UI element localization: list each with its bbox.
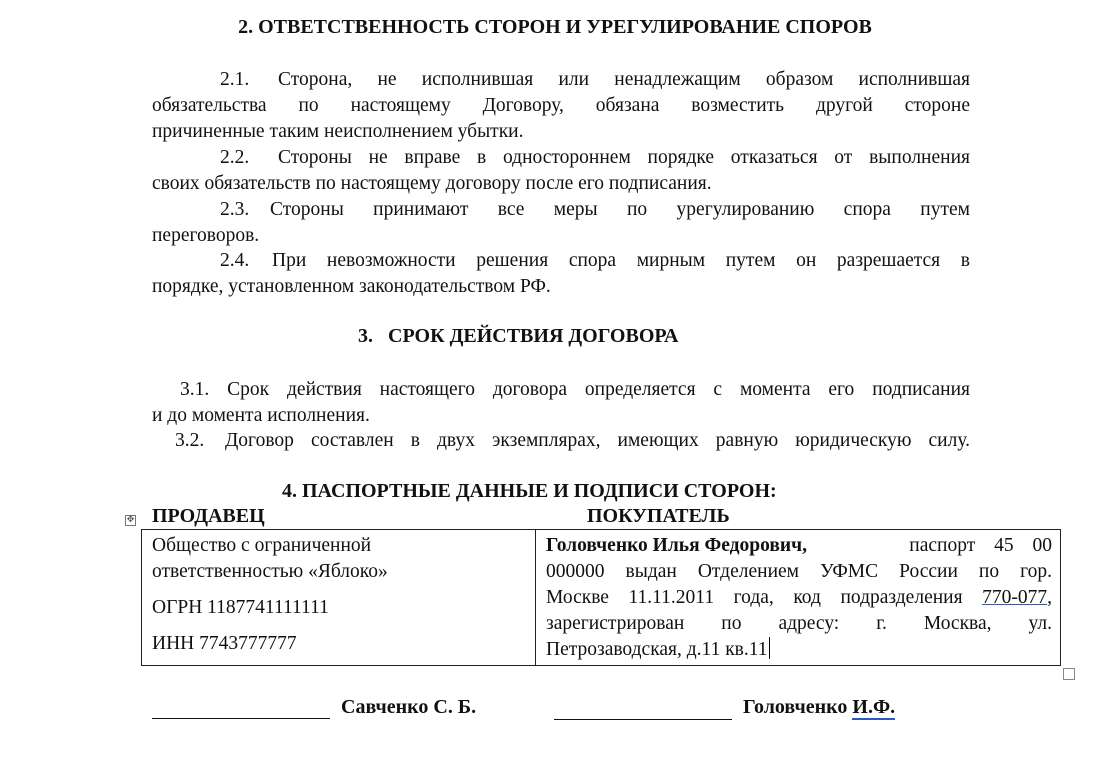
buyer-surname: Головченко xyxy=(743,696,853,718)
buyer-initials: И.Ф. xyxy=(852,696,896,718)
buyer-address: Петрозаводская, д.11 кв.11 xyxy=(546,639,768,660)
clause-text: Договор составлен в двух экземплярах, имеющих равную юридическую силу. xyxy=(225,430,970,451)
buyer-issue-date: Москве 11.11.2011 года, код подразделения xyxy=(546,587,983,608)
buyer-address-line-2 xyxy=(546,637,1052,663)
clause-number: 3.2. xyxy=(175,430,205,451)
buyer-signature-line[interactable] xyxy=(554,699,732,720)
clause-2-2 xyxy=(152,145,970,197)
seller-name-line: ответственностью «Яблоко» xyxy=(152,561,388,582)
buyer-cell[interactable] xyxy=(546,533,1052,663)
clause-2-4 xyxy=(152,248,970,300)
section-4-title: 4. ПАСПОРТНЫЕ ДАННЫЕ И ПОДПИСИ СТОРОН: xyxy=(282,480,777,502)
clause-text: 3.1. Срок действия настоящего договора определяется с момента его подписания xyxy=(180,379,970,400)
buyer-signature xyxy=(554,696,895,720)
clause-number: 2.2. xyxy=(220,147,250,168)
clause-text: Стороны не вправе в одностороннем порядке отказаться от выполнения xyxy=(278,147,970,168)
clause-2-3 xyxy=(152,197,970,249)
text-cursor xyxy=(769,637,770,659)
clause-text: причиненные таким неисполнением убытки. xyxy=(152,121,524,142)
clause-text: своих обязательств по настоящему договору после его подписания. xyxy=(152,173,712,194)
clause-number: 2.1. xyxy=(220,69,250,90)
buyer-signatory xyxy=(743,696,895,718)
buyer-address-line: зарегистрирован по адресу: г. Москва, ул. xyxy=(546,613,1052,634)
seller-inn: ИНН 7743777777 xyxy=(152,633,297,654)
seller-name-line: Общество с ограниченной xyxy=(152,535,372,556)
table-move-handle-icon[interactable]: ✥ xyxy=(126,515,135,525)
clause-number: 2.3. xyxy=(220,199,250,220)
seller-signature xyxy=(152,696,476,719)
clause-3-2 xyxy=(152,428,970,454)
clause-text: Стороны принимают все меры по урегулированию спора путем xyxy=(270,199,970,220)
clause-text: порядке, установленном законодательством РФ. xyxy=(152,276,551,297)
table-column-divider[interactable] xyxy=(535,530,536,665)
clause-text: Сторона, не исполнившая или ненадлежащим образом исполнившая xyxy=(278,69,970,90)
buyer-issue-line xyxy=(546,585,1052,611)
seller-signatory: Савченко С. Б. xyxy=(341,696,477,718)
section-3-title: 3. СРОК ДЕЙСТВИЯ ДОГОВОРА xyxy=(358,325,679,347)
clause-text: переговоров. xyxy=(152,225,260,246)
clause-number: 2.4. xyxy=(220,250,250,271)
clause-text: и до момента исполнения. xyxy=(152,405,370,426)
buyer-name: Головченко Илья Федорович, xyxy=(546,535,808,556)
clause-text: обязательства по настоящему Договору, обязана возместить другой стороне xyxy=(152,95,970,116)
seller-signature-line[interactable] xyxy=(152,698,330,719)
seller-ogrn: ОГРН 1187741111111 xyxy=(152,597,329,618)
clause-text: При невозможности решения спора мирным путем он разрешается в xyxy=(272,250,970,271)
buyer-passport-issued: 000000 выдан Отделением УФМС России по гор. xyxy=(546,561,1052,582)
clause-3-1 xyxy=(152,377,970,429)
table-resize-handle-icon[interactable] xyxy=(1063,668,1075,680)
seller-label: ПРОДАВЕЦ xyxy=(152,505,265,527)
section-2-title: 2. ОТВЕТСТВЕННОСТЬ СТОРОН И УРЕГУЛИРОВАНИЕ СПОРОВ xyxy=(238,16,872,38)
comma: , xyxy=(1047,587,1052,608)
clause-2-1 xyxy=(152,67,970,145)
buyer-label: ПОКУПАТЕЛЬ xyxy=(587,505,730,527)
buyer-passport: паспорт 45 00 xyxy=(909,535,1052,556)
division-code: 770-077 xyxy=(982,587,1048,608)
seller-cell[interactable] xyxy=(152,533,527,657)
parties-table xyxy=(141,529,1061,666)
